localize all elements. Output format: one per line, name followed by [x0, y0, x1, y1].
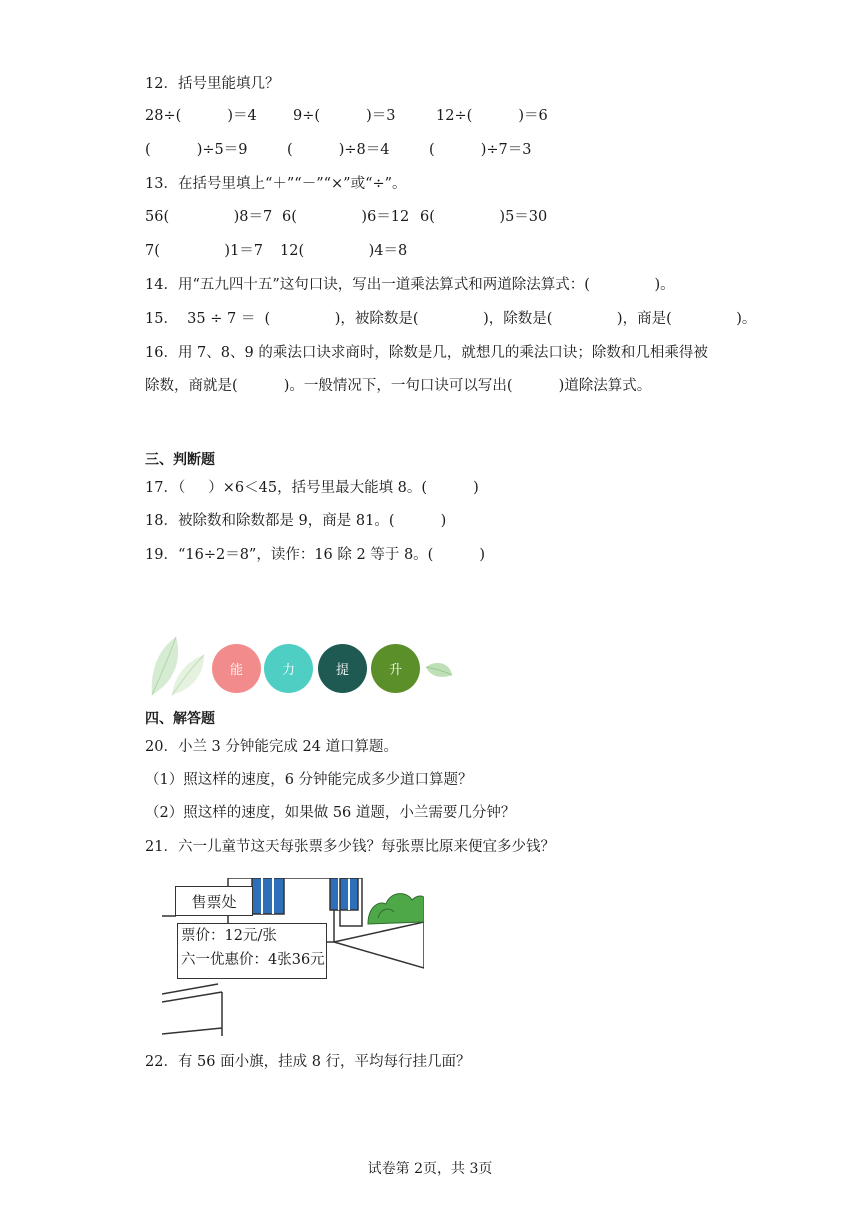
section4-heading: 四、解答题	[145, 711, 215, 727]
q20-text: 20．小兰 3 分钟能完成 24 道口算题。	[145, 739, 399, 755]
q12-item: 12÷( )＝6	[436, 108, 548, 124]
q16-line1: 16．用 7、8、9 的乘法口诀求商时，除数是几，就想几的乘法口诀；除数和几相乘得被	[145, 345, 708, 361]
q20-part2: （2）照这样的速度，如果做 56 道题，小兰需要几分钟？	[145, 805, 516, 821]
q15-text: 15． 35 ÷ 7 ＝ ( )，被除数是( )，除数是( )，商是( )。	[145, 311, 757, 327]
price-board	[177, 923, 327, 979]
q13-item: 6( )5＝30	[420, 209, 548, 225]
banner-circle-2: 力	[264, 644, 313, 693]
q13-item: 12( )4＝8	[280, 243, 408, 259]
q12-title: 12．括号里能填几？	[145, 76, 280, 92]
q16-line2: 除数，商就是( )。一般情况下，一句口诀可以写出( )道除法算式。	[145, 378, 652, 394]
ability-banner	[146, 633, 456, 697]
leaf-decoration-left	[146, 633, 210, 697]
q19-text: 19．“16÷2＝8”，读作：16 除 2 等于 8。( )	[145, 547, 486, 563]
ticket-office-sign: 售票处	[175, 886, 253, 916]
q13-item: 56( )8＝7	[145, 209, 273, 225]
q12-item: ( )÷7＝3	[429, 142, 532, 158]
q12-item: ( )÷8＝4	[287, 142, 390, 158]
ticket-discount-price: 六一优惠价：4张36元	[181, 952, 325, 968]
q12-item: 9÷( )＝3	[293, 108, 396, 124]
q14-text: 14．用“五九四十五”这句口诀，写出一道乘法算式和两道除法算式：( )。	[145, 277, 675, 293]
q13-item: 6( )6＝12	[282, 209, 410, 225]
q18-text: 18．被除数和除数都是 9，商是 81。( )	[145, 513, 447, 529]
q20-part1: （1）照这样的速度，6 分钟能完成多少道口算题？	[145, 772, 473, 788]
banner-circle-1: 能	[212, 644, 261, 693]
ticket-price: 票价：12元/张	[181, 928, 277, 944]
q12-item: ( )÷5＝9	[145, 142, 248, 158]
q12-item: 28÷( )＝4	[145, 108, 257, 124]
banner-circle-3: 提	[318, 644, 367, 693]
section3-heading: 三、判断题	[145, 452, 215, 468]
q17-text: 17．（ ）×6＜45，括号里最大能填 8。( )	[145, 480, 479, 496]
banner-circle-4: 升	[371, 644, 420, 693]
q13-item: 7( )1＝7	[145, 243, 264, 259]
q22-text: 22．有 56 面小旗，挂成 8 行，平均每行挂几面？	[145, 1054, 471, 1070]
leaf-decoration-right	[424, 657, 454, 687]
ticket-office-illustration	[162, 878, 424, 1036]
q13-title: 13．在括号里填上“＋”“－”“×”或“÷”。	[145, 176, 407, 192]
q21-text: 21．六一儿童节这天每张票多少钱？每张票比原来便宜多少钱？	[145, 839, 555, 855]
page-footer: 试卷第 2页，共 3页	[367, 1161, 493, 1177]
